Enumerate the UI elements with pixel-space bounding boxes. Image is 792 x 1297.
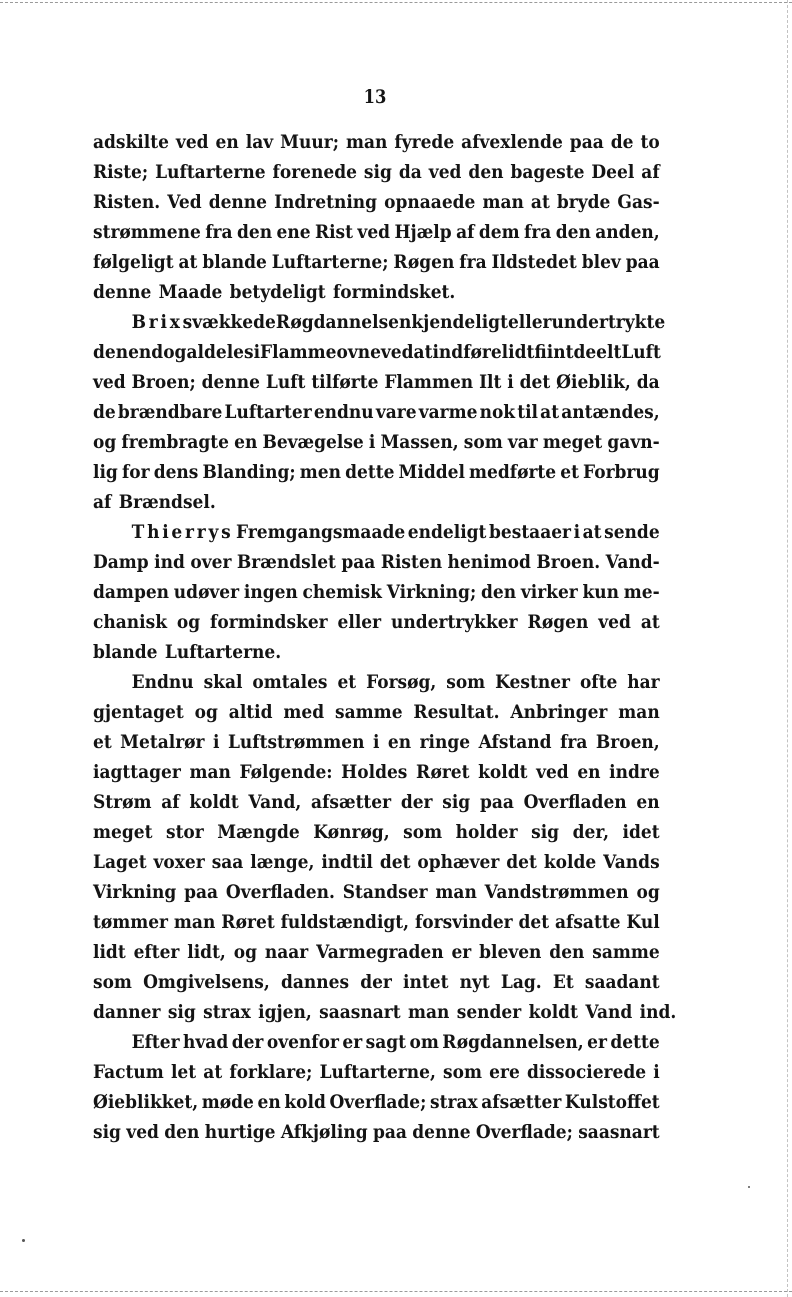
text-line: sig ved den hurtige Afkjøling paa denne Overflade; saasnart <box>93 1122 660 1143</box>
text-line: Riste; Luftarterne forenede sig da ved den bageste Deel af <box>93 162 660 183</box>
text-line: lig for dens Blanding; men dette Middel medførte et Forbrug <box>93 462 660 483</box>
text-line: Virkning paa Overfladen. Standser man Vandstrømmen og <box>93 882 660 903</box>
text-line: følgeligt at blande Luftarterne; Røgen fra Ildstedet blev paa <box>93 252 660 273</box>
text-line: chanisk og formindsker eller undertrykker Røgen ved at <box>93 612 660 633</box>
text-line: af Brændsel. <box>93 492 216 513</box>
page-number: 13 <box>363 86 387 108</box>
text-line: Factum let at forklare; Luftarterne, som ere dissocierede i <box>93 1062 660 1083</box>
text-line: lidt efter lidt, og naar Varmegraden er bleven den samme <box>93 942 660 963</box>
text-line: Damp ind over Brændslet paa Risten henimod Broen. Vand- <box>93 552 660 573</box>
text-line: og frembragte en Bevægelse i Massen, som var meget gavn- <box>93 432 660 453</box>
scan-top-edge <box>0 2 792 3</box>
text-line: et Metalrør i Luftstrømmen i en ringe Afstand fra Broen, <box>93 732 660 753</box>
text-line: blande Luftarterne. <box>93 642 282 663</box>
text-line: adskilte ved en lav Muur; man fyrede afvexlende paa de to <box>93 132 660 153</box>
text-line: Laget voxer saa længe, indtil det ophæver det kolde Vands <box>93 852 660 873</box>
text-line: danner sig strax igjen, saasnart man sender koldt Vand ind. <box>93 1002 677 1023</box>
text-line: gjentaget og altid med samme Resultat. Anbringer man <box>93 702 660 723</box>
text-line: strømmene fra den ene Rist ved Hjælp af dem fra den anden, <box>93 222 660 243</box>
text-line: Endnu skal omtales et Forsøg, som Kestner ofte har <box>131 672 660 693</box>
text-line: Brix svækkede Røgdannelsen kjendeligt eller undertrykte <box>131 312 666 333</box>
text-line: de brændbare Luftarter endnu vare varme nok til at antændes, <box>93 402 660 423</box>
body-text <box>93 128 677 1148</box>
text-line: ved Broen; denne Luft tilførte Flammen Ilt i det Øieblik, da <box>93 372 660 393</box>
scan-right-edge <box>787 0 788 1297</box>
text-line: denne Maade betydeligt formindsket. <box>93 282 456 303</box>
text-line: Risten. Ved denne Indretning opnaaede man at bryde Gas- <box>93 192 660 213</box>
text-line: Øieblikket, møde en kold Overflade; strax afsætter Kulstoffet <box>93 1092 660 1113</box>
text-line: meget stor Mængde Kønrøg, som holder sig der, idet <box>93 822 660 843</box>
text-line: den endog aldeles i Flammeovne ved at indføre lidt fiintdeelt Luft <box>93 342 661 363</box>
text-line: Strøm af koldt Vand, afsætter der sig paa Overfladen en <box>93 792 660 813</box>
scan-bottom-edge <box>0 1291 792 1292</box>
scan-speck <box>748 1186 750 1188</box>
text-line: som Omgivelsens, dannes der intet nyt Lag. Et saadant <box>93 972 660 993</box>
text-line: Efter hvad der ovenfor er sagt om Røgdannelsen, er dette <box>131 1032 660 1053</box>
text-line: Thierrys Fremgangsmaade endeligt bestaaer i at sende <box>131 522 660 543</box>
text-line: dampen udøver ingen chemisk Virkning; den virker kun me- <box>93 582 660 603</box>
text-line: iagttager man Følgende: Holdes Røret koldt ved en indre <box>93 762 660 783</box>
text-line: tømmer man Røret fuldstændigt, forsvinder det afsatte Kul <box>93 912 660 933</box>
scan-speck <box>22 1239 25 1242</box>
